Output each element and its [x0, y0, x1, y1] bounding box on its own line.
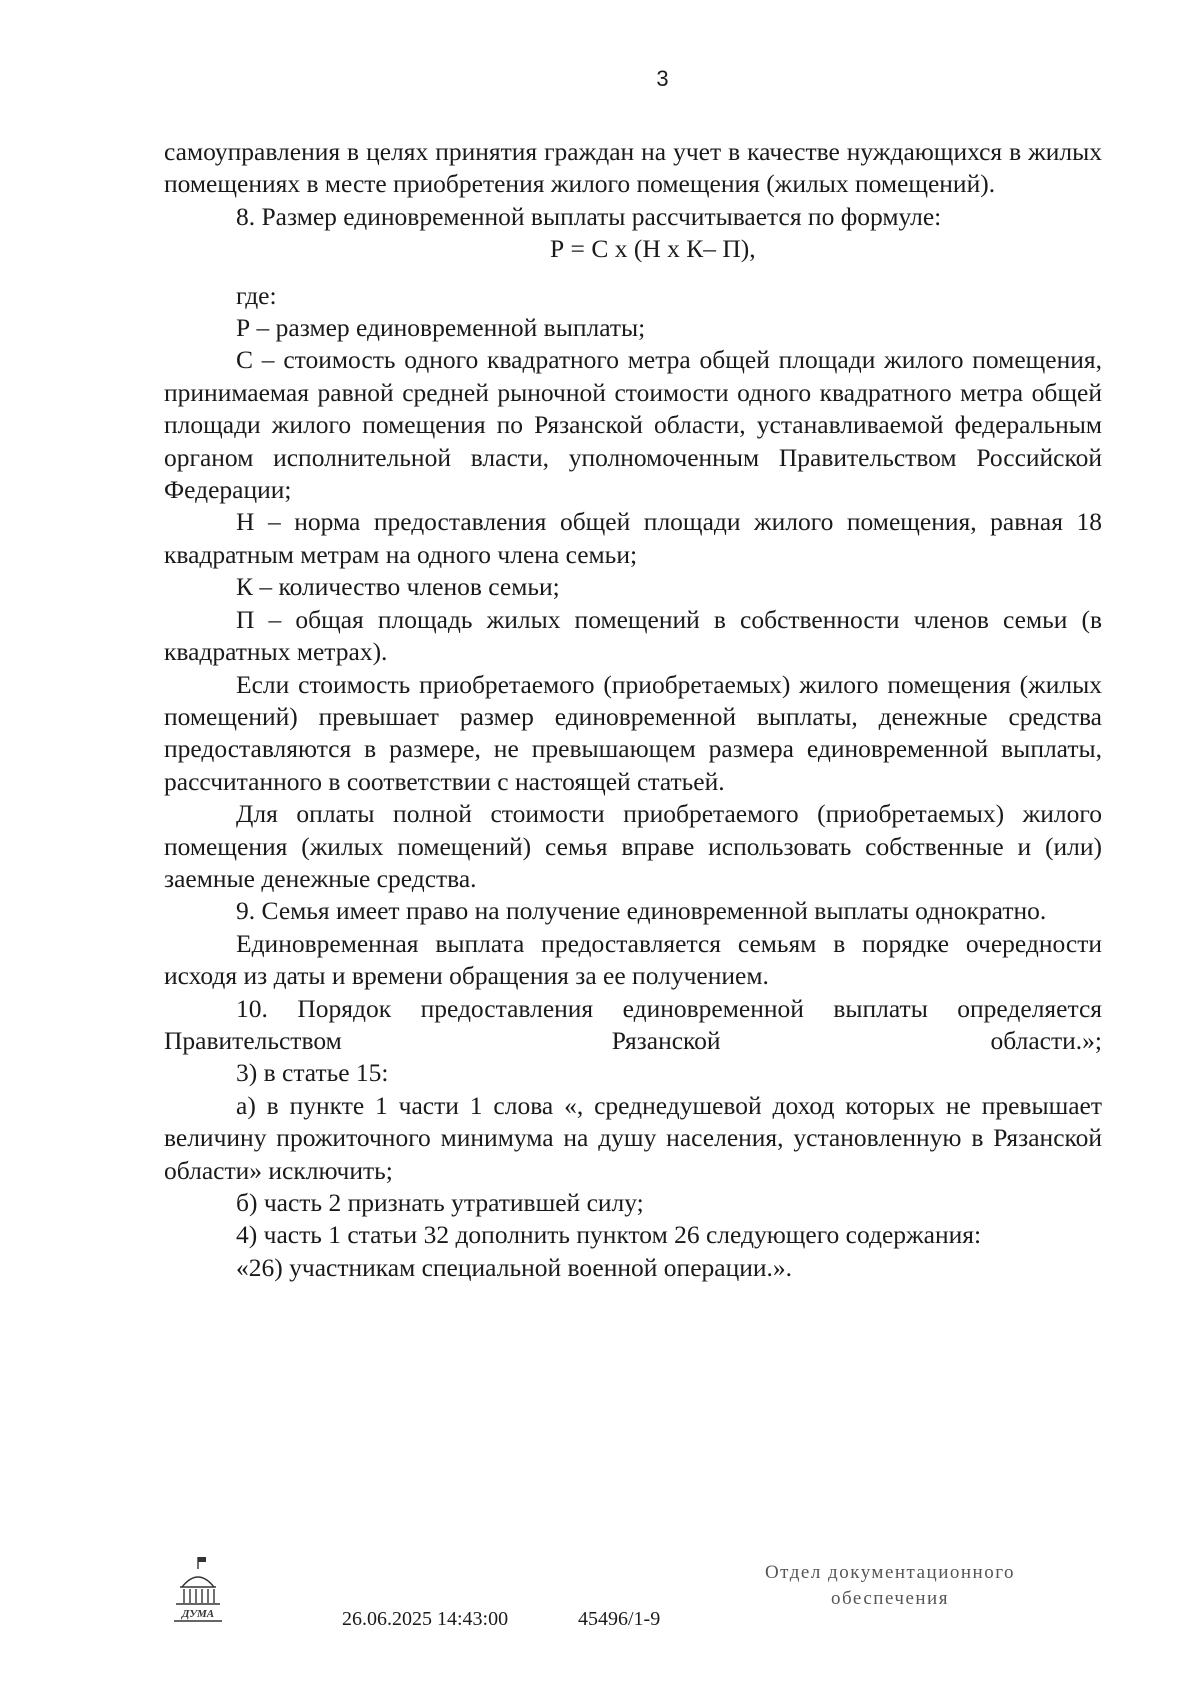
- formula-definition-k: К – количество членов семьи;: [236, 572, 560, 602]
- paragraph-item-9: 9. Семья имеет право на получение единовременной выплаты однократно.: [236, 896, 1047, 926]
- formula-definition-area: П – общая площадь жилых помещений в собственности членов семьи (в квадратных метрах).: [164, 604, 1102, 667]
- paragraph-item-8: 8. Размер единовременной выплаты рассчитывается по формуле:: [236, 201, 942, 231]
- paragraph-article-15-b: б) часть 2 признать утратившей силу;: [236, 1188, 644, 1217]
- stamp-line-1: Отдел документационного: [764, 1562, 1016, 1583]
- page-number: 3: [656, 66, 669, 91]
- paragraph-article-15-a: а) в пункте 1 части 1 слова «, среднедушевой доход которых не превышает величину прожиточного минимума на душу населения, установленную в Рязанской области» исключить;: [164, 1090, 1102, 1185]
- formula-definition-p: Р – размер единовременной выплаты;: [236, 313, 646, 343]
- paragraph-cost-exceeds: Если стоимость приобретаемого (приобретаемых) жилого помещения (жилых помещений) превышает размер единовременной выплаты, денежные средства предоставляются в размере, не превышающем размера единовременной выплаты, рассчитанного в соответствии с настоящей статьей.: [164, 669, 1102, 796]
- department-stamp: [740, 1560, 1040, 1612]
- paragraph-item-10: 10. Порядок предоставления единовременной выплаты определяется Правительством Рязанской области.»;: [164, 993, 1102, 1055]
- registration-datetime: 26.06.2025 14:43:00: [342, 1608, 509, 1630]
- paragraph-continuation: самоуправления в целях принятия граждан на учет в качестве нуждающихся в жилых помещениях в месте приобретения жилого помещения (жилых помещений).: [164, 137, 1102, 199]
- formula-definition-c: С – стоимость одного квадратного метра общей площади жилого помещения, принимаемая равной средней рыночной стоимости одного квадратного метра общей площади жилого помещения по Рязанской области, устанавливаемой федеральным органом исполнительной власти, уполномоченным Правительством Российской Федерации;: [164, 345, 1102, 505]
- paragraph-full-cost: Для оплаты полной стоимости приобретаемого (приобретаемых) жилого помещения (жилых помещений) семья вправе использовать собственные и (или) заемные денежные средства.: [164, 799, 1102, 893]
- registration-number: 45496/1-9: [578, 1608, 661, 1630]
- paragraph-item-26: «26) участникам специальной военной операции.».: [236, 1252, 793, 1282]
- paragraph-article-32: 4) часть 1 статьи 32 дополнить пунктом 26 следующего содержания:: [236, 1220, 982, 1250]
- document-body: [164, 136, 1102, 1284]
- logo-text: ДУМА: [181, 1608, 215, 1620]
- formula-definition-n: Н – норма предоставления общей площади жилого помещения, равная 18 квадратным метрам на одного члена семьи;: [164, 507, 1102, 569]
- paragraph-queue-order: Единовременная выплата предоставляется семьям в порядке очередности исходя из даты и времени обращения за ее получением.: [164, 928, 1102, 991]
- payment-formula: Р = С х (Н х К– П),: [550, 234, 756, 264]
- stamp-line-2: обеспечения: [831, 1588, 949, 1609]
- formula-where: где:: [236, 280, 277, 310]
- duma-building-logo-icon: [170, 1555, 226, 1627]
- paragraph-article-15: 3) в статье 15:: [236, 1058, 389, 1088]
